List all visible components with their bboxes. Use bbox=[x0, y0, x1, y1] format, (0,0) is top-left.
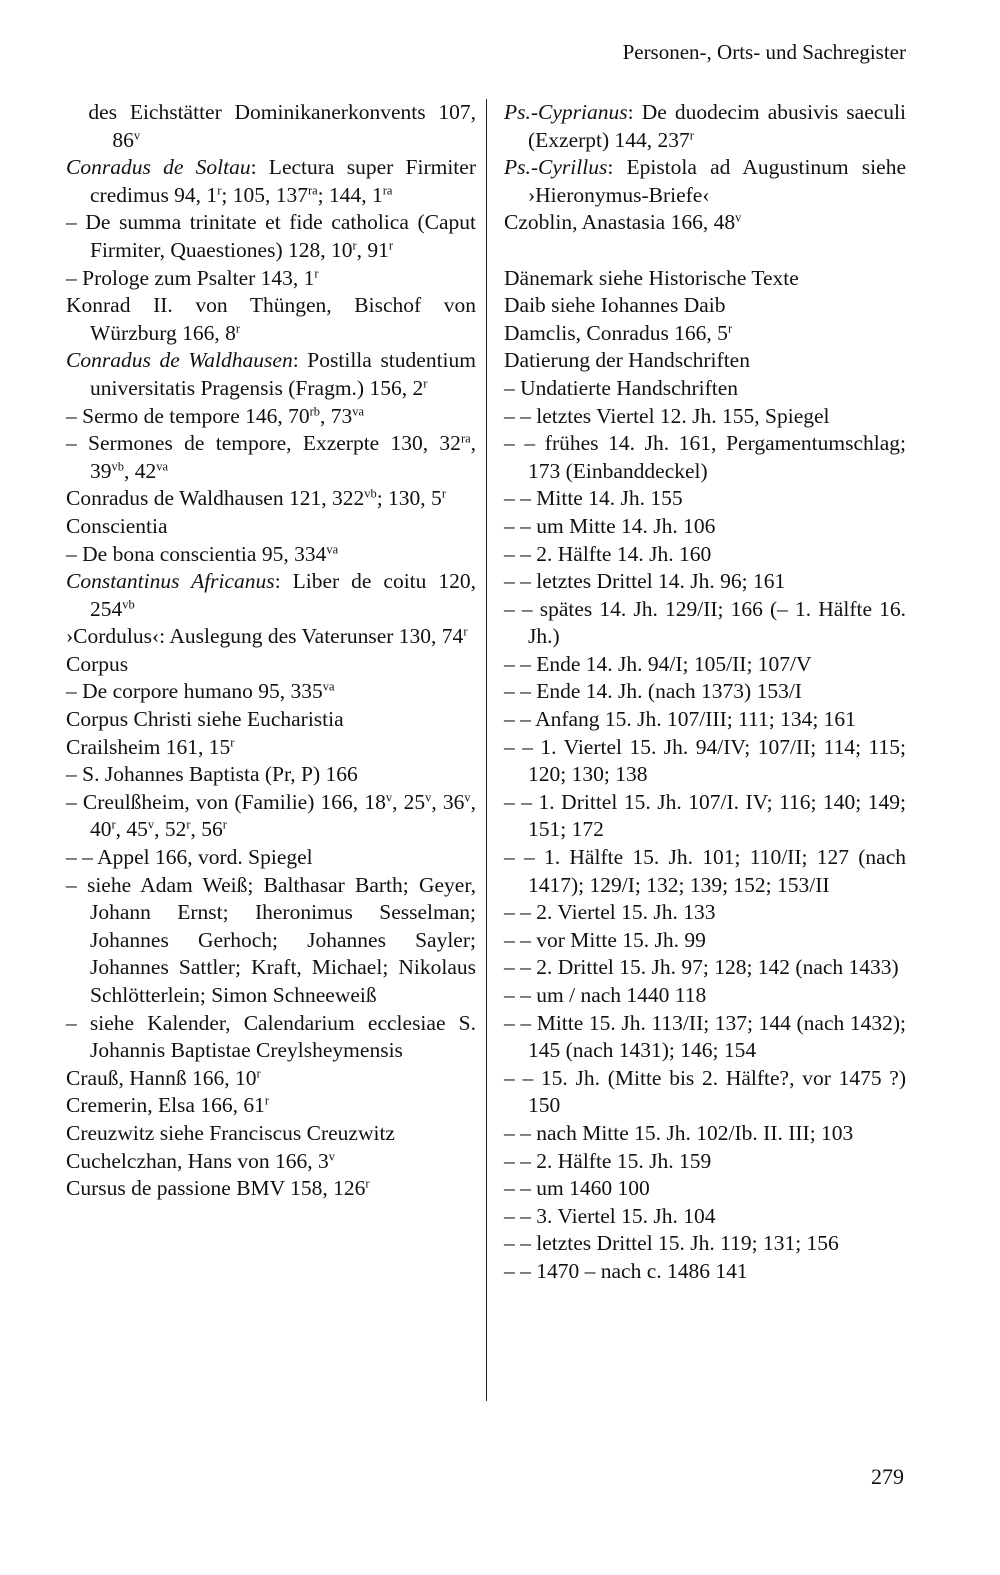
index-entry: – – vor Mitte 15. Jh. 99 bbox=[504, 927, 706, 952]
index-entry: Conradus de Waldhausen: Postilla studentium universitatis Pragensis (Fragm.) 156, 2$^r$ bbox=[66, 348, 476, 400]
index-entry: – – 3. Viertel 15. Jh. 104 bbox=[504, 1203, 716, 1228]
index-entry: – – 1. Drittel 15. Jh. 107/I. IV; 116; 140; 149; 151; 172 bbox=[504, 789, 906, 842]
index-entry: Corpus bbox=[66, 651, 129, 676]
index-entry: – S. Johannes Baptista (Pr, P) 166 bbox=[66, 762, 358, 787]
index-entry: – – Ende 14. Jh. 94/I; 105/II; 107/V bbox=[504, 651, 812, 676]
index-entry: – siehe Adam Weiß; Balthasar Barth; Geyer, Johann Ernst; Iheronimus Sesselman; Johannes Gerhoch; Johannes Sayler; Johannes Sattler; Kraft, Michael; Nikolaus Schlötterlein; Simon Schneeweiß bbox=[66, 872, 476, 1007]
index-entry: – – nach Mitte 15. Jh. 102/Ib. II. III; 103 bbox=[504, 1120, 854, 1145]
index-entry: – De summa trinitate et fide catholica (Caput Firmiter, Quaestiones) 128, 10$^r$, 91$^r$ bbox=[66, 210, 476, 262]
index-entry: – – spätes 14. Jh. 129/II; 166 (– 1. Hälfte 16. Jh.) bbox=[504, 596, 906, 649]
index-entry: ›Cordulus‹: Auslegung des Vaterunser 130, 74$^r$ bbox=[66, 624, 468, 649]
index-entry: Daib siehe Iohannes Daib bbox=[504, 293, 726, 318]
index-entry: – siehe Kalender, Calendarium ecclesiae S. Johannis Baptistae Creylsheymensis bbox=[66, 1010, 476, 1063]
index-entry: – – 2. Hälfte 14. Jh. 160 bbox=[504, 541, 712, 566]
running-header: Personen-, Orts- und Sachregister bbox=[622, 40, 906, 64]
index-entry: Crailsheim 161, 15$^r$ bbox=[66, 734, 235, 759]
index-entry: – – Ende 14. Jh. (nach 1373) 153/I bbox=[504, 679, 802, 704]
index-entry: des Eichstätter Dominikanerkonvents 107, 86$^v$ bbox=[88, 100, 476, 152]
index-entry: Ps.-Cyrillus: Epistola ad Augustinum siehe ›Hieronymus-Briefe‹ bbox=[504, 155, 906, 207]
index-entry: – – 2. Hälfte 15. Jh. 159 bbox=[504, 1148, 712, 1173]
index-entry: – – letztes Drittel 14. Jh. 96; 161 bbox=[504, 569, 786, 594]
index-entry: Czoblin, Anastasia 166, 48$^v$ bbox=[504, 210, 742, 235]
index-entry: Conradus de Soltau: Lectura super Firmiter credimus 94, 1$^r$; 105, $137^{ra}$; 144, $1^{ra}$ bbox=[66, 155, 476, 207]
index-entry: Crauß, Hannß 166, 10$^r$ bbox=[66, 1065, 261, 1090]
index-entry: – – Anfang 15. Jh. 107/III; 111; 134; 161 bbox=[504, 707, 856, 732]
index-entry: – – letztes Drittel 15. Jh. 119; 131; 156 bbox=[504, 1231, 839, 1256]
index-entry: – Sermones de tempore, Exzerpte 130, $32^{ra}$, $39^{vb}$, $42^{va}$ bbox=[66, 431, 476, 483]
index-entry: – – letztes Viertel 12. Jh. 155, Spiegel bbox=[504, 403, 830, 428]
index-entry: Cursus de passione BMV 158, 126$^r$ bbox=[66, 1176, 370, 1201]
column-divider bbox=[486, 99, 487, 1401]
index-entry: – – Mitte 15. Jh. 113/II; 137; 144 (nach 1432); 145 (nach 1431); 146; 154 bbox=[504, 1010, 906, 1063]
index-entry: – – 15. Jh. (Mitte bis 2. Hälfte?, vor 1475 ?) 150 bbox=[504, 1065, 906, 1118]
index-entry: Conradus de Waldhausen 121, $322^{vb}$; 130, 5$^r$ bbox=[66, 486, 446, 511]
index-entry: – – 1470 – nach c. 1486 141 bbox=[504, 1258, 748, 1283]
index-entry: Cremerin, Elsa 166, 61$^r$ bbox=[66, 1093, 269, 1118]
index-entry: – – 2. Drittel 15. Jh. 97; 128; 142 (nach 1433) bbox=[504, 955, 899, 980]
index-entry: – – 1. Viertel 15. Jh. 94/IV; 107/II; 114; 115; 120; 130; 138 bbox=[504, 734, 906, 787]
right-column bbox=[504, 99, 906, 1286]
index-entry: – – um / nach 1440 118 bbox=[504, 983, 707, 1007]
index-entry: Cuchelczhan, Hans von 166, 3$^v$ bbox=[66, 1148, 335, 1173]
index-entry: – De bona conscientia 95, $334^{va}$ bbox=[66, 541, 339, 566]
index-entry: Creuzwitz siehe Franciscus Creuzwitz bbox=[66, 1120, 395, 1145]
index-entry: – Prologe zum Psalter 143, 1$^r$ bbox=[66, 265, 319, 290]
index-entry: – – 2. Viertel 15. Jh. 133 bbox=[504, 900, 716, 925]
index-entry: – Undatierte Handschriften bbox=[504, 375, 739, 400]
index-entry: – – Appel 166, vord. Spiegel bbox=[66, 845, 313, 870]
index-entry: – Creulßheim, von (Familie) 166, 18$^v$, 25$^v$, 36$^v$, 40$^r$, 45$^v$, 52$^r$, 56$^r$ bbox=[66, 789, 477, 842]
index-entry: Konrad II. von Thüngen, Bischof von Würzburg 166, 8$^r$ bbox=[66, 293, 476, 345]
index-entry: Conscientia bbox=[66, 513, 168, 538]
index-entry: – – Mitte 14. Jh. 155 bbox=[504, 486, 683, 511]
index-entry bbox=[504, 237, 906, 265]
index-entry: Dänemark siehe Historische Texte bbox=[504, 265, 799, 290]
page-number: 279 bbox=[871, 1464, 904, 1489]
index-entry: – – um 1460 100 bbox=[504, 1176, 650, 1201]
index-entry: – Sermo de tempore 146, $70^{rb}$, $73^{va}$ bbox=[66, 403, 365, 428]
index-entry: Ps.-Cyprianus: De duodecim abusivis saeculi (Exzerpt) 144, 237$^r$ bbox=[504, 100, 906, 152]
index-entry: – – 1. Hälfte 15. Jh. 101; 110/II; 127 (nach 1417); 129/I; 132; 139; 152; 153/II bbox=[504, 845, 906, 897]
index-entry: Corpus Christi siehe Eucharistia bbox=[66, 707, 344, 732]
index-entry: Datierung der Handschriften bbox=[504, 348, 750, 373]
left-column bbox=[66, 99, 476, 1203]
index-entry: Constantinus Africanus: Liber de coitu 120, $254^{vb}$ bbox=[66, 569, 476, 621]
index-entry: – – um Mitte 14. Jh. 106 bbox=[504, 513, 716, 538]
index-entry: – De corpore humano 95, $335^{va}$ bbox=[66, 679, 335, 704]
index-entry: – – frühes 14. Jh. 161, Pergamentumschlag; 173 (Einbanddeckel) bbox=[504, 431, 906, 483]
index-entry: Damclis, Conradus 166, 5$^r$ bbox=[504, 320, 733, 345]
